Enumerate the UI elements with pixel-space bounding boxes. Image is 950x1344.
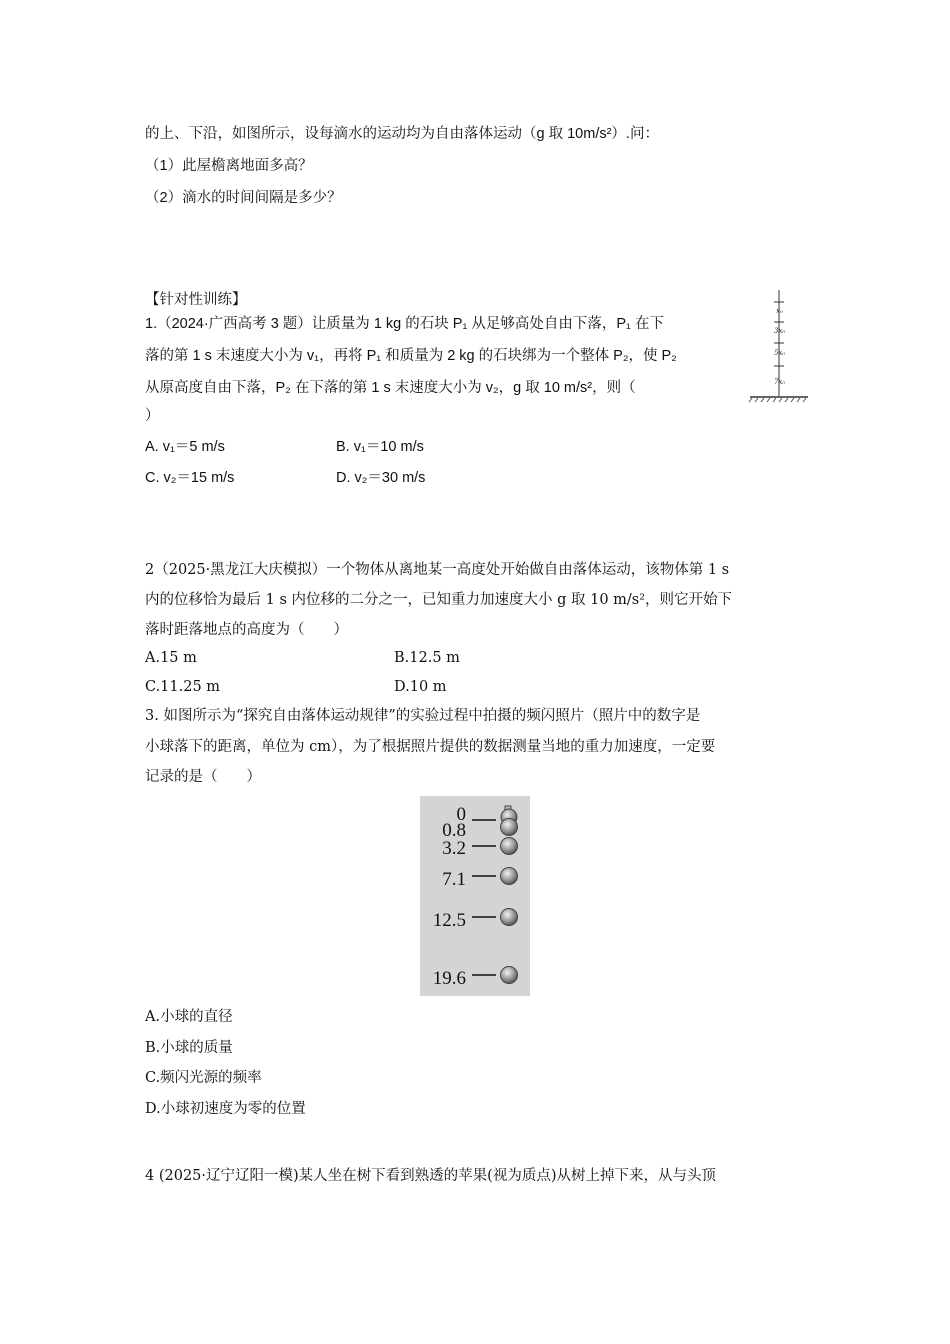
- diagram-label-1: x₀: [776, 307, 783, 315]
- photo-label-19-6: 19.6: [432, 968, 466, 989]
- section-title: 【针对性训练】: [145, 292, 247, 308]
- problem-1-option-b: B. v₁＝10 m/s: [336, 439, 424, 455]
- diagram-label-3: 5x₀: [774, 349, 786, 357]
- problem-3-line-3: 记录的是（ ）: [145, 769, 261, 785]
- photo-label-3-2: 3.2: [442, 838, 466, 859]
- problem-3-line-1: 3. 如图所示为“探究自由落体运动规律”的实验过程中拍摄的频闪照片（照片中的数字是: [145, 708, 701, 724]
- intro-line: 的上、下沿，如图所示，设每滴水的运动均为自由落体运动（g 取 10m/s²）.问：: [145, 126, 659, 142]
- problem-2-line-2: 内的位移恰为最后 1 s 内位移的二分之一，已知重力加速度大小 g 取 10 m/s²，则它开始下: [145, 592, 733, 608]
- intro-question-1: （1）此屋檐离地面多高？: [145, 158, 313, 174]
- problem-1-line-3: 从原高度自由下落，P₂ 在下落的第 1 s 末速度大小为 v₂，g 取 10 m/s²，则（: [145, 380, 636, 396]
- problem-2-option-a: A.15 m: [145, 650, 197, 666]
- problem-4-line-1: 4 (2025·辽宁辽阳一模)某人坐在树下看到熟透的苹果(视为质点)从树上掉下来，从与头顶: [145, 1168, 716, 1184]
- problem-1-option-a: A. v₁＝5 m/s: [145, 439, 225, 455]
- problem-3-option-a: A.小球的直径: [145, 1009, 233, 1025]
- problem-1-option-c: C. v₂＝15 m/s: [145, 470, 235, 486]
- photo-label-7-1: 7.1: [442, 869, 466, 890]
- problem-1-line-4: ）: [145, 408, 160, 424]
- problem-3-option-b: B.小球的质量: [145, 1040, 233, 1056]
- photo-label-0-8: 0.8: [442, 820, 466, 841]
- problem-2-option-b: B.12.5 m: [394, 650, 460, 666]
- photo-label-12-5: 12.5: [432, 910, 466, 931]
- strobe-photo: [420, 796, 530, 996]
- problem-2-line-3: 落时距落地点的高度为（ ）: [145, 622, 348, 638]
- problem-2-option-c: C.11.25 m: [145, 679, 221, 695]
- problem-3-option-c: C.频闪光源的频率: [145, 1070, 262, 1086]
- intro-question-2: （2）滴水的时间间隔是多少？: [145, 190, 342, 206]
- problem-1-line-2: 落的第 1 s 末速度大小为 v₁，再将 P₁ 和质量为 2 kg 的石块绑为一个整体 P₂，使 P₂: [145, 348, 677, 364]
- drip-diagram: [748, 288, 810, 408]
- problem-3-option-d: D.小球初速度为零的位置: [145, 1101, 306, 1117]
- problem-1-option-d: D. v₂＝30 m/s: [336, 470, 426, 486]
- problem-1-line-1: 1.（2024·广西高考 3 题）让质量为 1 kg 的石块 P₁ 从足够高处自由下落，P₁ 在下: [145, 316, 664, 332]
- photo-label-0: 0: [456, 804, 466, 825]
- problem-2-line-1: 2（2025·黑龙江大庆模拟）一个物体从离地某一高度处开始做自由落体运动，该物体第 1 s: [145, 562, 730, 578]
- diagram-label-4: 7x₀: [774, 378, 786, 386]
- diagram-label-2: 3x₀: [774, 327, 786, 335]
- problem-3-line-2: 小球落下的距离，单位为 cm），为了根据照片提供的数据测量当地的重力加速度，一定要: [145, 739, 716, 755]
- problem-2-option-d: D.10 m: [394, 679, 447, 695]
